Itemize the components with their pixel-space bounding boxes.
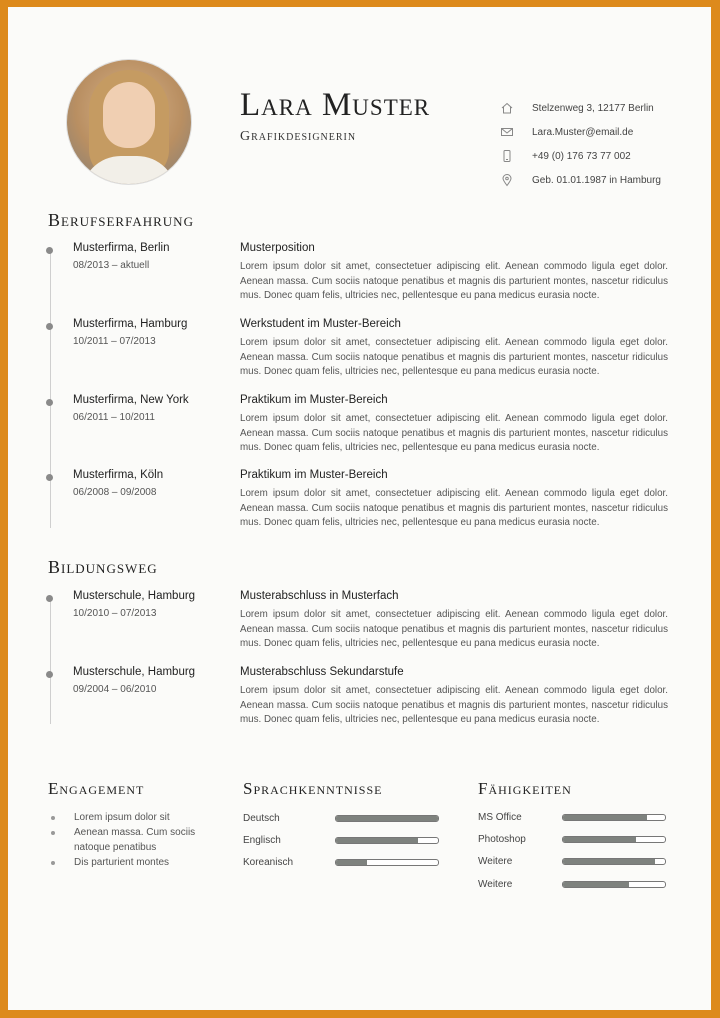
entry-dates: 10/2010 – 07/2013	[73, 608, 157, 619]
entry-description: Lorem ipsum dolor sit amet, consectetuer adipiscing elit. Aenean commodo ligula eget dolor. Aenean massa. Cum sociis natoque penatibus et magnis dis parturient montes, nascetur ridiculus mus. Donec quam felis, ultricies nec, pellentesque eu pana medicus eurasia nocte.	[240, 685, 668, 726]
language-label: Koreanisch	[243, 856, 294, 868]
entry-description: Lorem ipsum dolor sit amet, consectetuer adipiscing elit. Aenean commodo ligula eget dolor. Aenean massa. Cum sociis natoque penatibus et magnis dis parturient montes, nascetur ridiculus mus. Donec quam felis, ultricies nec, pellentesque eu pana medicus eurasia nocte.	[240, 609, 668, 650]
language-level-fill	[336, 860, 367, 865]
entry-place: Musterfirma, Köln	[73, 469, 164, 481]
engagement-item	[48, 855, 208, 870]
language-label: Englisch	[243, 834, 281, 846]
skill-level-fill	[563, 859, 655, 864]
profile-photo	[67, 60, 191, 184]
entry-description: Lorem ipsum dolor sit amet, consectetuer adipiscing elit. Aenean commodo ligula eget dolor. Aenean massa. Cum sociis natoque penatibus et magnis dis parturient montes, nascetur ridiculus mus. Donec quam felis, ultricies nec, pellentesque eu pana medicus eurasia nocte.	[240, 261, 668, 302]
skill-level-bar	[562, 814, 666, 821]
entry-description: Lorem ipsum dolor sit amet, consectetuer adipiscing elit. Aenean commodo ligula eget dolor. Aenean massa. Cum sociis natoque penatibus et magnis dis parturient montes, nascetur ridiculus mus. Donec quam felis, ultricies nec, pellentesque eu pana medicus eurasia nocte.	[240, 337, 668, 378]
entry-position: Werkstudent im Muster-Bereich	[240, 318, 401, 330]
engagement-item	[48, 810, 208, 825]
entry-position: Praktikum im Muster-Bereich	[240, 394, 388, 406]
entry-dates: 10/2011 – 07/2013	[73, 336, 156, 347]
contact-block	[500, 96, 700, 192]
entry-place: Musterfirma, New York	[73, 394, 189, 406]
timeline-dot	[46, 399, 53, 406]
entry-description: Lorem ipsum dolor sit amet, consectetuer adipiscing elit. Aenean commodo ligula eget dolor. Aenean massa. Cum sociis natoque penatibus et magnis dis parturient montes, nascetur ridiculus mus. Donec quam felis, ultricies nec, pellentesque eu pana medicus eurasia nocte.	[240, 413, 668, 454]
contact-phone[interactable]	[500, 144, 700, 168]
section-title-education: Bildungsweg	[48, 557, 158, 577]
entry-position: Musterabschluss in Musterfach	[240, 590, 399, 602]
entry-place: Musterfirma, Hamburg	[73, 318, 188, 330]
language-label: Deutsch	[243, 812, 280, 824]
language-level-fill	[336, 838, 418, 843]
entry-description: Lorem ipsum dolor sit amet, consectetuer adipiscing elit. Aenean commodo ligula eget dolor. Aenean massa. Cum sociis natoque penatibus et magnis dis parturient montes, nascetur ridiculus mus. Donec quam felis, ultricies nec, pellentesque eu pana medicus eurasia nocte.	[240, 488, 668, 529]
timeline-dot	[46, 671, 53, 678]
contact-email-text: Lara.Muster@email.de	[532, 126, 634, 138]
skill-row	[478, 853, 512, 869]
engagement-item-text: Dis parturient montes	[74, 857, 170, 868]
skill-level-bar	[562, 858, 666, 865]
skill-row	[478, 809, 522, 825]
skill-level-bar	[562, 881, 666, 888]
contact-birth	[500, 168, 700, 192]
skill-label: MS Office	[478, 811, 522, 823]
language-row	[243, 854, 293, 870]
home-icon	[500, 101, 514, 115]
contact-address	[500, 96, 700, 120]
mail-icon	[500, 125, 514, 139]
contact-phone-text: +49 (0) 176 73 77 002	[532, 150, 631, 162]
contact-email[interactable]	[500, 120, 700, 144]
skill-label: Weitere	[478, 878, 513, 890]
language-level-bar	[335, 859, 439, 866]
skill-level-fill	[563, 815, 647, 820]
contact-birth-text: Geb. 01.01.1987 in Hamburg	[532, 174, 661, 186]
education-timeline-line	[50, 597, 51, 724]
engagement-item-text: Aenean massa. Cum sociis natoque penatibus	[74, 827, 196, 853]
engagement-item-text: Lorem ipsum dolor sit	[74, 812, 170, 823]
engagement-list	[48, 810, 208, 870]
skill-row	[478, 876, 512, 892]
language-level-bar	[335, 837, 439, 844]
person-name: Lara Muster	[240, 87, 431, 123]
section-title-experience: Berufserfahrung	[48, 210, 194, 230]
contact-address-text: Stelzenweg 3, 12177 Berlin	[532, 102, 654, 114]
bullet-dot	[51, 816, 55, 820]
person-role: Grafikdesignerin	[240, 129, 357, 144]
timeline-dot	[46, 247, 53, 254]
bullet-dot	[51, 861, 55, 865]
phone-icon	[500, 149, 514, 163]
skill-level-bar	[562, 836, 666, 843]
bullet-dot	[51, 831, 55, 835]
skill-row	[478, 831, 526, 847]
resume-page	[8, 7, 711, 1010]
entry-place: Musterschule, Hamburg	[73, 590, 196, 602]
language-row	[243, 810, 280, 826]
section-title-engagement: Engagement	[48, 779, 145, 798]
language-row	[243, 832, 281, 848]
entry-place: Musterschule, Hamburg	[73, 666, 196, 678]
language-level-bar	[335, 815, 439, 822]
skill-level-fill	[563, 837, 636, 842]
language-level-fill	[336, 816, 438, 821]
timeline-dot	[46, 323, 53, 330]
entry-position: Praktikum im Muster-Bereich	[240, 469, 388, 481]
location-pin-icon	[500, 173, 514, 187]
entry-dates: 06/2008 – 09/2008	[73, 487, 157, 498]
entry-position: Musterabschluss Sekundarstufe	[240, 666, 404, 678]
experience-timeline-line	[50, 250, 51, 528]
timeline-dot	[46, 474, 53, 481]
entry-dates: 09/2004 – 06/2010	[73, 684, 157, 695]
skill-label: Photoshop	[478, 833, 526, 845]
entry-dates: 06/2011 – 10/2011	[73, 412, 155, 423]
skill-level-fill	[563, 882, 629, 887]
timeline-dot	[46, 595, 53, 602]
entry-dates: 08/2013 – aktuell	[73, 260, 150, 271]
engagement-item	[48, 825, 208, 855]
entry-place: Musterfirma, Berlin	[73, 242, 170, 254]
skill-label: Weitere	[478, 855, 513, 867]
section-title-skills: Fähigkeiten	[478, 779, 572, 798]
section-title-languages: Sprachkenntnisse	[243, 779, 383, 798]
entry-position: Musterposition	[240, 242, 315, 254]
